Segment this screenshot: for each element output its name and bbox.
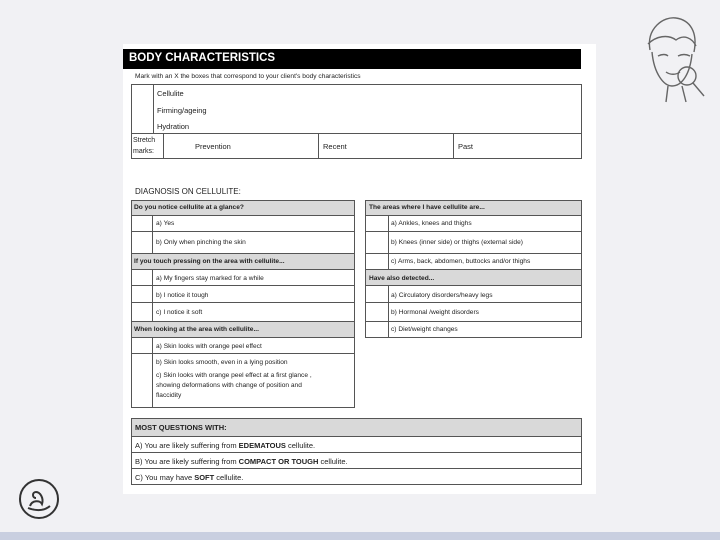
stretch-label-1: Stretch [133,137,156,144]
right-q2-a-text: a) Circulatory disorders/heavy legs [391,292,493,299]
right-q1-b-checkbox[interactable] [365,231,389,254]
left-q3-c-text-1: c) Skin looks with orange peel effect at a first glance , [156,372,312,379]
left-q2-a-text: a) My fingers stay marked for a while [156,275,264,282]
stretch-option-past[interactable]: Past [458,142,474,151]
left-q1-a-row [152,215,355,232]
left-q2-c-text: c) I notice it soft [156,309,203,316]
left-q3-b-text: b) Skin looks smooth, even in a lying position [156,359,288,366]
right-q1-text: The areas where I have cellulite are... [369,204,485,211]
left-q1-b-text: b) Only when pinching the skin [156,239,246,246]
form-page [123,44,596,494]
result-c-text: C) You may have SOFT cellulite. [135,473,244,482]
result-a-type: EDEMATOUS [238,441,286,450]
result-b-text: B) You are likely suffering from COMPACT OR TOUGH cellulite. [135,457,348,466]
right-q2-text: Have also detected... [369,275,435,282]
left-q3-c-text-2: showing deformations with change of position and [156,382,302,389]
result-a-text: A) You are likely suffering from EDEMATOUS cellulite. [135,441,316,450]
instruction-text: Mark with an X the boxes that correspond to your client's body characteristics [135,73,361,80]
left-q2-c-checkbox[interactable] [131,302,153,322]
left-q3-a-text: a) Skin looks with orange peel effect [156,343,262,350]
left-q1-a-text: a) Yes [156,220,175,227]
characteristic-cellulite: Cellulite [157,89,184,98]
characteristic-firming: Firming/ageing [157,106,207,115]
left-q1-b-checkbox[interactable] [131,231,153,254]
right-q1-a-checkbox[interactable] [365,215,389,232]
left-q3-c-text-3: flaccidity [156,392,182,399]
left-q3-a-checkbox[interactable] [131,337,153,354]
right-q1-c-checkbox[interactable] [365,253,389,270]
left-q1-text: Do you notice cellulite at a glance? [134,204,244,211]
right-q2-b-text: b) Hormonal /weight disorders [391,309,479,316]
characteristics-checkbox-column[interactable] [131,84,154,134]
result-b-type: COMPACT OR TOUGH [238,457,319,466]
right-q2-c-text: c) Diet/weight changes [391,326,458,333]
form-title: BODY CHARACTERISTICS [123,49,581,69]
characteristic-hydration: Hydration [157,122,190,131]
left-q1-a-checkbox[interactable] [131,215,153,232]
stretch-label-2: marks: [133,148,154,155]
result-c-type: SOFT [194,473,215,482]
swan-logo-icon [18,478,60,520]
left-q3-bc-checkbox[interactable] [131,353,153,408]
right-q1-c-text: c) Arms, back, abdomen, buttocks and/or thighs [391,258,531,265]
bottom-band [0,532,720,540]
left-q2-b-checkbox[interactable] [131,285,153,303]
left-q2-b-text: b) I notice it tough [156,292,209,299]
stretch-option-prevention[interactable]: Prevention [195,142,231,151]
left-q3-text: When looking at the area with cellulite... [134,326,259,333]
diagnosis-title: DIAGNOSIS ON CELLULITE: [135,187,241,196]
right-q2-b-checkbox[interactable] [365,302,389,322]
right-q2-a-checkbox[interactable] [365,285,389,303]
right-q1-a-text: a) Ankles, knees and thighs [391,220,472,227]
right-q2-c-checkbox[interactable] [365,321,389,338]
face-magnifier-icon [632,10,714,106]
left-q2-a-checkbox[interactable] [131,269,153,286]
results-heading: MOST QUESTIONS WITH: [135,423,227,432]
right-q1-b-text: b) Knees (inner side) or thighs (external side) [391,239,523,246]
left-q2-text: If you touch pressing on the area with cellulite... [134,258,285,265]
stretch-option-recent[interactable]: Recent [323,142,347,151]
